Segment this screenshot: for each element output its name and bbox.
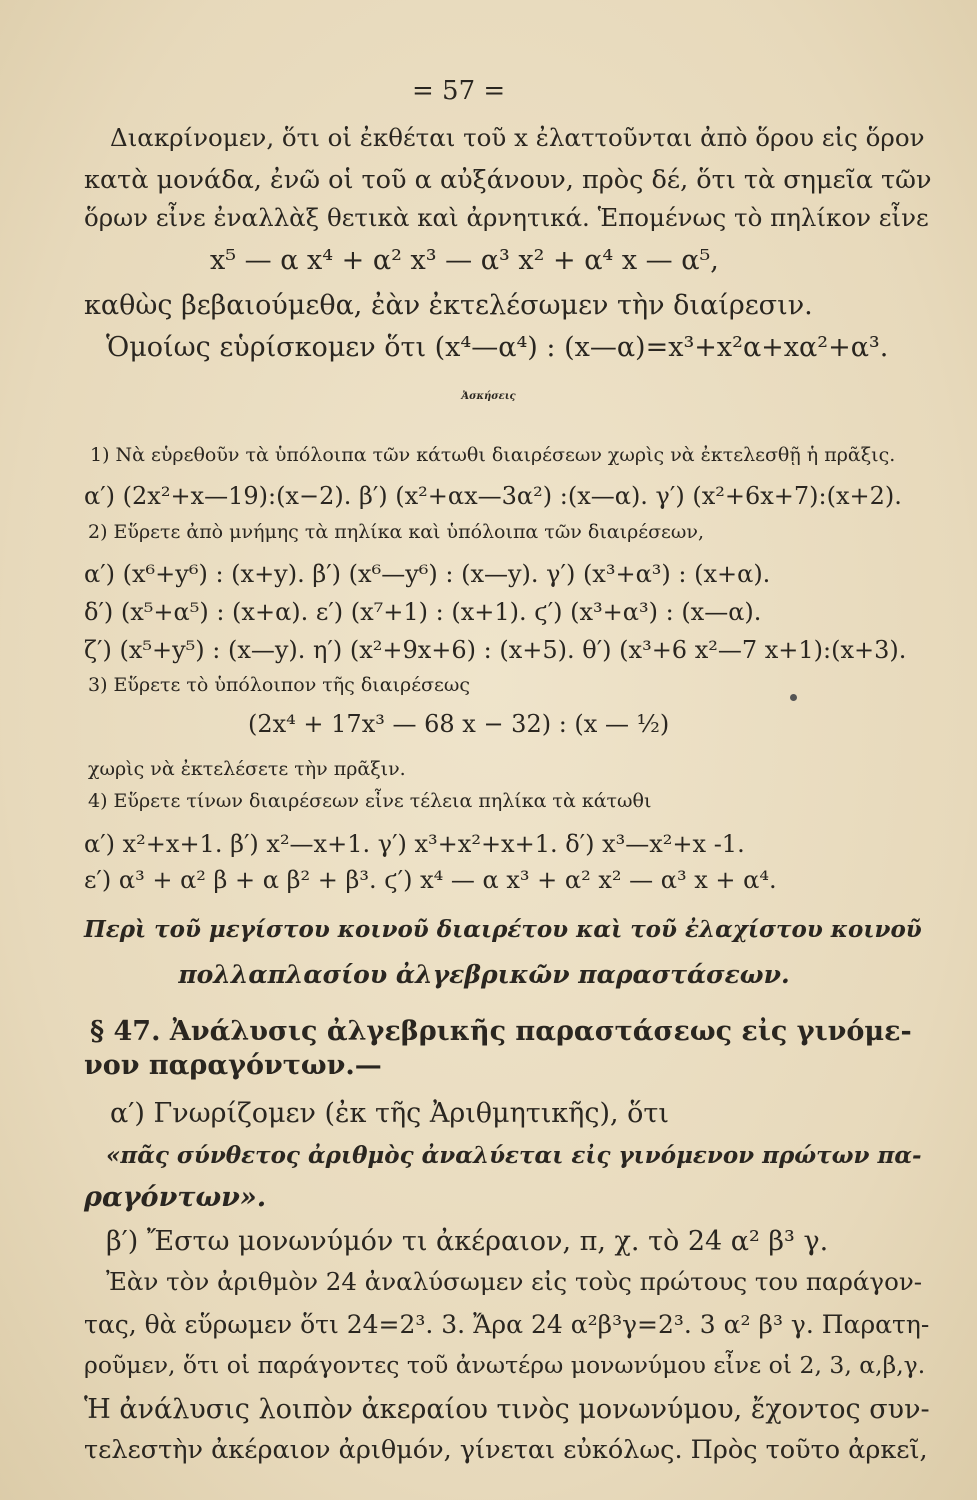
- text-line: β′) Ἔστω μονωνύμόν τι ἀκέραιον, π, χ. τὸ 24 α² β³ γ.: [106, 1226, 829, 1257]
- text-line: καθὼς βεβαιούμεθα, ἐὰν ἐκτελέσωμεν τὴν διαίρεσιν.: [84, 290, 813, 321]
- exercise-items: α′) x²+x+1. β′) x²—x+1. γ′) x³+x²+x+1. δ′) x³—x²+x -1.: [84, 830, 745, 858]
- section-title: Περὶ τοῦ μεγίστου κοινοῦ διαιρέτου καὶ τοῦ ἐλαχίστου κοινοῦ: [84, 916, 922, 943]
- text-line: α′) Γνωρίζομεν (ἐκ τῆς Ἀριθμητικῆς), ὅτι: [110, 1098, 669, 1129]
- page-number: = 57 =: [412, 76, 506, 106]
- equation: (2x⁴ + 17x³ — 68 x − 32) : (x — ½): [248, 710, 670, 738]
- exercise-text: 2) Εὕρετε ἀπὸ μνήμης τὰ πηλίκα καὶ ὑπόλοιπα τῶν διαιρέσεων,: [88, 521, 704, 543]
- exercise-text: 3) Εὕρετε τὸ ὑπόλοιπον τῆς διαιρέσεως: [88, 674, 470, 696]
- exercise-text: 4) Εὕρετε τίνων διαιρέσεων εἶνε τέλεια πηλίκα τὰ κάτωθι: [88, 790, 652, 812]
- text-line: ροῦμεν, ὅτι οἱ παράγοντες τοῦ ἀνωτέρω μονωνύμου εἶνε οἱ 2, 3, α,β,γ.: [84, 1351, 926, 1379]
- text-line: Διακρίνομεν, ὅτι οἱ ἐκθέται τοῦ x ἐλαττοῦνται ἀπὸ ὅρου εἰς ὅρον: [110, 123, 925, 152]
- equation: x⁵ — α x⁴ + α² x³ — α³ x² + α⁴ x — α⁵,: [210, 245, 719, 276]
- exercise-items: α′) (2x²+x—19):(x−2). β′) (x²+αx—3α²) :(x—α). γ′) (x²+6x+7):(x+2).: [84, 482, 902, 510]
- section-title: πολλαπλασίου ἀλγεβρικῶν παραστάσεων.: [178, 960, 790, 989]
- text-line: Ἐὰν τὸν ἀριθμὸν 24 ἀναλύσωμεν εἰς τοὺς πρώτους του παράγον-: [106, 1267, 922, 1296]
- exercise-items: α′) (x⁶+y⁶) : (x+y). β′) (x⁶—y⁶) : (x—y). γ′) (x³+α³) : (x+α).: [84, 560, 771, 588]
- exercise-items: ε′) α³ + α² β + α β² + β³. ϛ′) x⁴ — α x³ + α² x² — α³ x + α⁴.: [84, 866, 777, 894]
- text-line: κατὰ μονάδα, ἐνῶ οἱ τοῦ α αὐξάνουν, πρὸς δέ, ὅτι τὰ σημεῖα τῶν: [84, 165, 932, 195]
- section-heading-exercises: Ἀσκήσεις: [461, 391, 516, 402]
- exercise-items: δ′) (x⁵+α⁵) : (x+α). ε′) (x⁷+1) : (x+1). ϛ′) (x³+α³) : (x—α).: [84, 598, 762, 626]
- exercise-text: 1) Νὰ εὑρεθοῦν τὰ ὑπόλοιπα τῶν κάτωθι διαιρέσεων χωρὶς νὰ ἐκτελεσθῇ ἡ πρᾶξις.: [90, 444, 896, 466]
- quote-line: ραγόντων».: [84, 1182, 267, 1213]
- paragraph-heading: § 47. Ἀνάλυσις ἀλγεβρικῆς παραστάσεως εἰς γινόμε-: [90, 1016, 912, 1047]
- exercise-text: χωρὶς νὰ ἐκτελέσετε τὴν πρᾶξιν.: [88, 758, 406, 780]
- paragraph-heading: νον παραγόντων.—: [84, 1050, 382, 1081]
- equation: Ὁμοίως εὑρίσκομεν ὅτι (x⁴—α⁴) : (x—α)=x³+x²α+xα²+α³.: [106, 332, 889, 363]
- text-line: τελεστὴν ἀκέραιον ἀριθμόν, γίνεται εὐκόλως. Πρὸς τοῦτο ἀρκεῖ,: [84, 1435, 928, 1465]
- text-line: τας, θὰ εὕρωμεν ὅτι 24=2³. 3. Ἄρα 24 α²β³γ=2³. 3 α² β³ γ. Παρατη-: [84, 1310, 930, 1339]
- exercise-items: ζ′) (x⁵+y⁵) : (x—y). η′) (x²+9x+6) : (x+5). θ′) (x³+6 x²—7 x+1):(x+3).: [84, 636, 907, 664]
- quote-line: «πᾶς σύνθετος ἀριθμὸς ἀναλύεται εἰς γινόμενον πρώτων πα-: [106, 1142, 922, 1169]
- text-line: ὅρων εἶνε ἐναλλὰξ θετικὰ καὶ ἀρνητικά. Ἑπομένως τὸ πηλίκον εἶνε: [84, 203, 929, 232]
- ink-dot: [790, 694, 797, 701]
- text-line: Ἡ ἀνάλυσις λοιπὸν ἀκεραίου τινὸς μονωνύμου, ἔχοντος συν-: [84, 1394, 930, 1425]
